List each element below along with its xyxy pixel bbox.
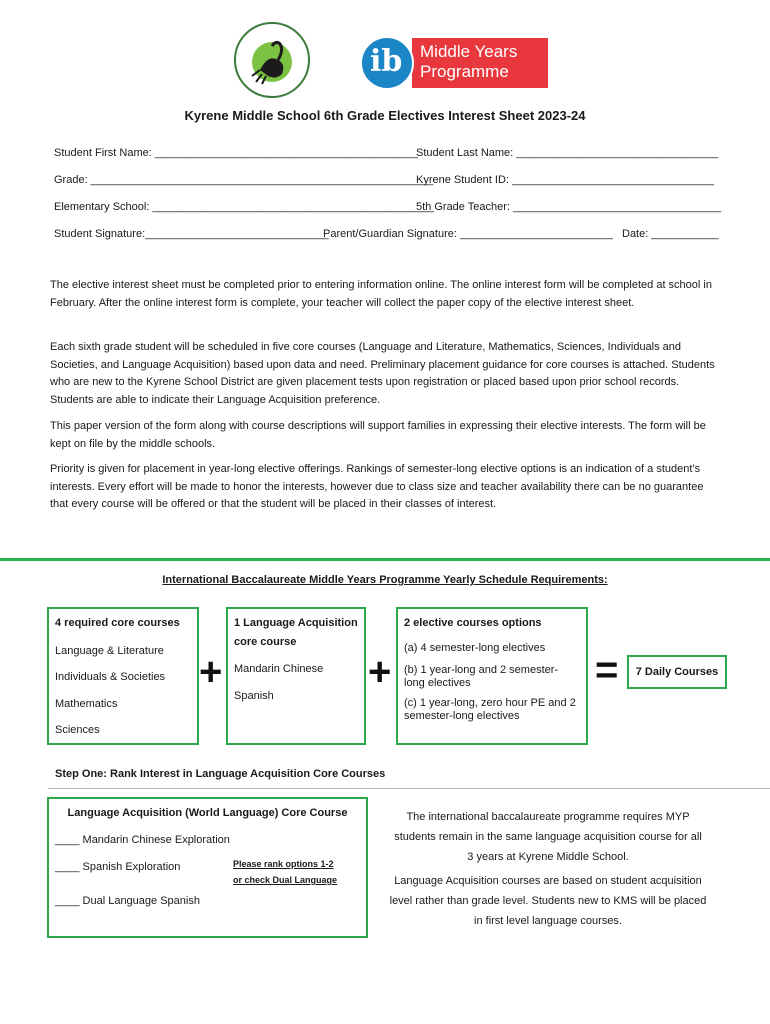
placement-info-text	[378, 871, 718, 931]
dual-language-field[interactable]: ____ Dual Language Spanish	[55, 895, 200, 907]
mandarin-rank-field[interactable]: ____ Mandarin Chinese Exploration	[55, 834, 230, 846]
grade-field[interactable]: Grade: ________________________________________________________	[54, 174, 434, 186]
language-item: Spanish	[234, 690, 274, 702]
elective-option-b: (b) 1 year-long and 2 semester-	[404, 664, 559, 676]
placement-info-line: level rather than grade level. Students new to KMS will be placed	[389, 895, 707, 907]
elective-option-b-cont: long electives	[404, 677, 471, 689]
elective-options-box	[396, 607, 588, 745]
core-item: Mathematics	[55, 698, 118, 710]
student-id-field[interactable]: Kyrene Student ID: _________________________________	[416, 174, 714, 186]
elective-title: 2 elective courses options	[404, 617, 542, 629]
parent-signature-field[interactable]: Parent/Guardian Signature: _________________________	[323, 228, 613, 240]
section-divider	[0, 558, 770, 561]
language-ranking-box	[47, 797, 368, 938]
language-title-line2: core course	[234, 636, 297, 648]
step-one-divider	[48, 788, 770, 789]
equals-sign: =	[595, 648, 619, 692]
placement-info-line: in first level language courses.	[474, 915, 622, 927]
plus-sign: +	[199, 650, 223, 694]
placement-info-line: Language Acquisition courses are based on student acquisition	[394, 875, 702, 887]
spanish-rank-field[interactable]: ____ Spanish Exploration	[55, 861, 181, 873]
total-courses-label: 7 Daily Courses	[635, 666, 719, 678]
first-name-field[interactable]: Student First Name: ___________________________________________	[54, 147, 418, 159]
ranking-note-line1: Please rank options 1-2	[233, 859, 334, 869]
page-title: Kyrene Middle School 6th Grade Electives Interest Sheet 2023-24	[184, 108, 586, 123]
ib-logo-line1: Middle Years	[420, 42, 518, 61]
myp-requirement-line: The international baccalaureate programme requires MYP	[406, 811, 690, 823]
priority-paragraph: Priority is given for placement in year-long elective offerings. Rankings of semester-long elective options is an indication of a student’s interests. Every effort will be made to honor the interests, however due to class size and teacher availability there can be no guarantee that every course will be offered or that the student will be placed in their classes of interest.	[50, 463, 704, 510]
elective-option-c-cont: semester-long electives	[404, 710, 520, 722]
total-courses-box	[627, 655, 727, 689]
elective-option-c: (c) 1 year-long, zero hour PE and 2	[404, 697, 576, 709]
language-item: Mandarin Chinese	[234, 663, 324, 675]
date-field[interactable]: Date: ___________	[622, 228, 719, 240]
myp-requirement-line: students remain in the same language acquisition course for all	[394, 831, 702, 843]
myp-requirement-line: 3 years at Kyrene Middle School.	[467, 851, 629, 863]
language-ranking-title: Language Acquisition (World Language) Core Course	[67, 807, 348, 819]
elective-option-a: (a) 4 semester-long electives	[404, 642, 546, 654]
myp-requirement-text	[378, 807, 718, 867]
last-name-field[interactable]: Student Last Name: _________________________________	[416, 147, 719, 159]
student-signature-field[interactable]: Student Signature:______________________________	[54, 228, 329, 240]
paper-version-paragraph: This paper version of the form along with course descriptions will support families in expressing their elective interests. The form will be kept on file by the middle schools.	[50, 420, 706, 450]
ib-logo-line2: Programme	[420, 62, 509, 81]
core-courses-title: 4 required core courses	[55, 617, 180, 629]
plus-sign: +	[368, 650, 392, 694]
ib-letters: ib	[370, 44, 403, 79]
language-acquisition-box	[226, 607, 366, 745]
core-item: Language & Literature	[55, 645, 164, 657]
teacher-field[interactable]: 5th Grade Teacher: __________________________________	[416, 201, 722, 213]
ranking-note-line2: or check Dual Language	[233, 875, 338, 885]
school-logo	[232, 20, 312, 100]
elementary-school-field[interactable]: Elementary School: ______________________________________________	[54, 201, 434, 213]
core-item: Individuals & Societies	[55, 671, 166, 683]
ib-logo-circle	[360, 36, 414, 90]
requirements-heading: International Baccalaureate Middle Years Programme Yearly Schedule Requirements:	[162, 574, 608, 586]
core-courses-paragraph: Each sixth grade student will be scheduled in five core courses (Language and Literature, Mathematics, Sciences, Individuals and Societies, and Language Acquisition) based upon data and need. Preliminary placement guidance for core courses is attached. Students who are new to the Kyrene School District are given placement tests upon registration or placed based upon prior school records. Students are able to indicate their Language Acquisition preference.	[50, 341, 715, 406]
step-one-heading: Step One: Rank Interest in Language Acquisition Core Courses	[55, 768, 386, 780]
ib-myp-logo	[360, 36, 548, 90]
core-courses-box	[47, 607, 199, 745]
language-title-line1: 1 Language Acquisition	[234, 617, 358, 629]
intro-paragraph: The elective interest sheet must be completed prior to entering information online. The online interest form will be completed at school in February. After the online interest form is complete, your teacher will collect the paper copy of the elective interest sheet.	[50, 279, 712, 309]
core-item: Sciences	[55, 724, 100, 736]
